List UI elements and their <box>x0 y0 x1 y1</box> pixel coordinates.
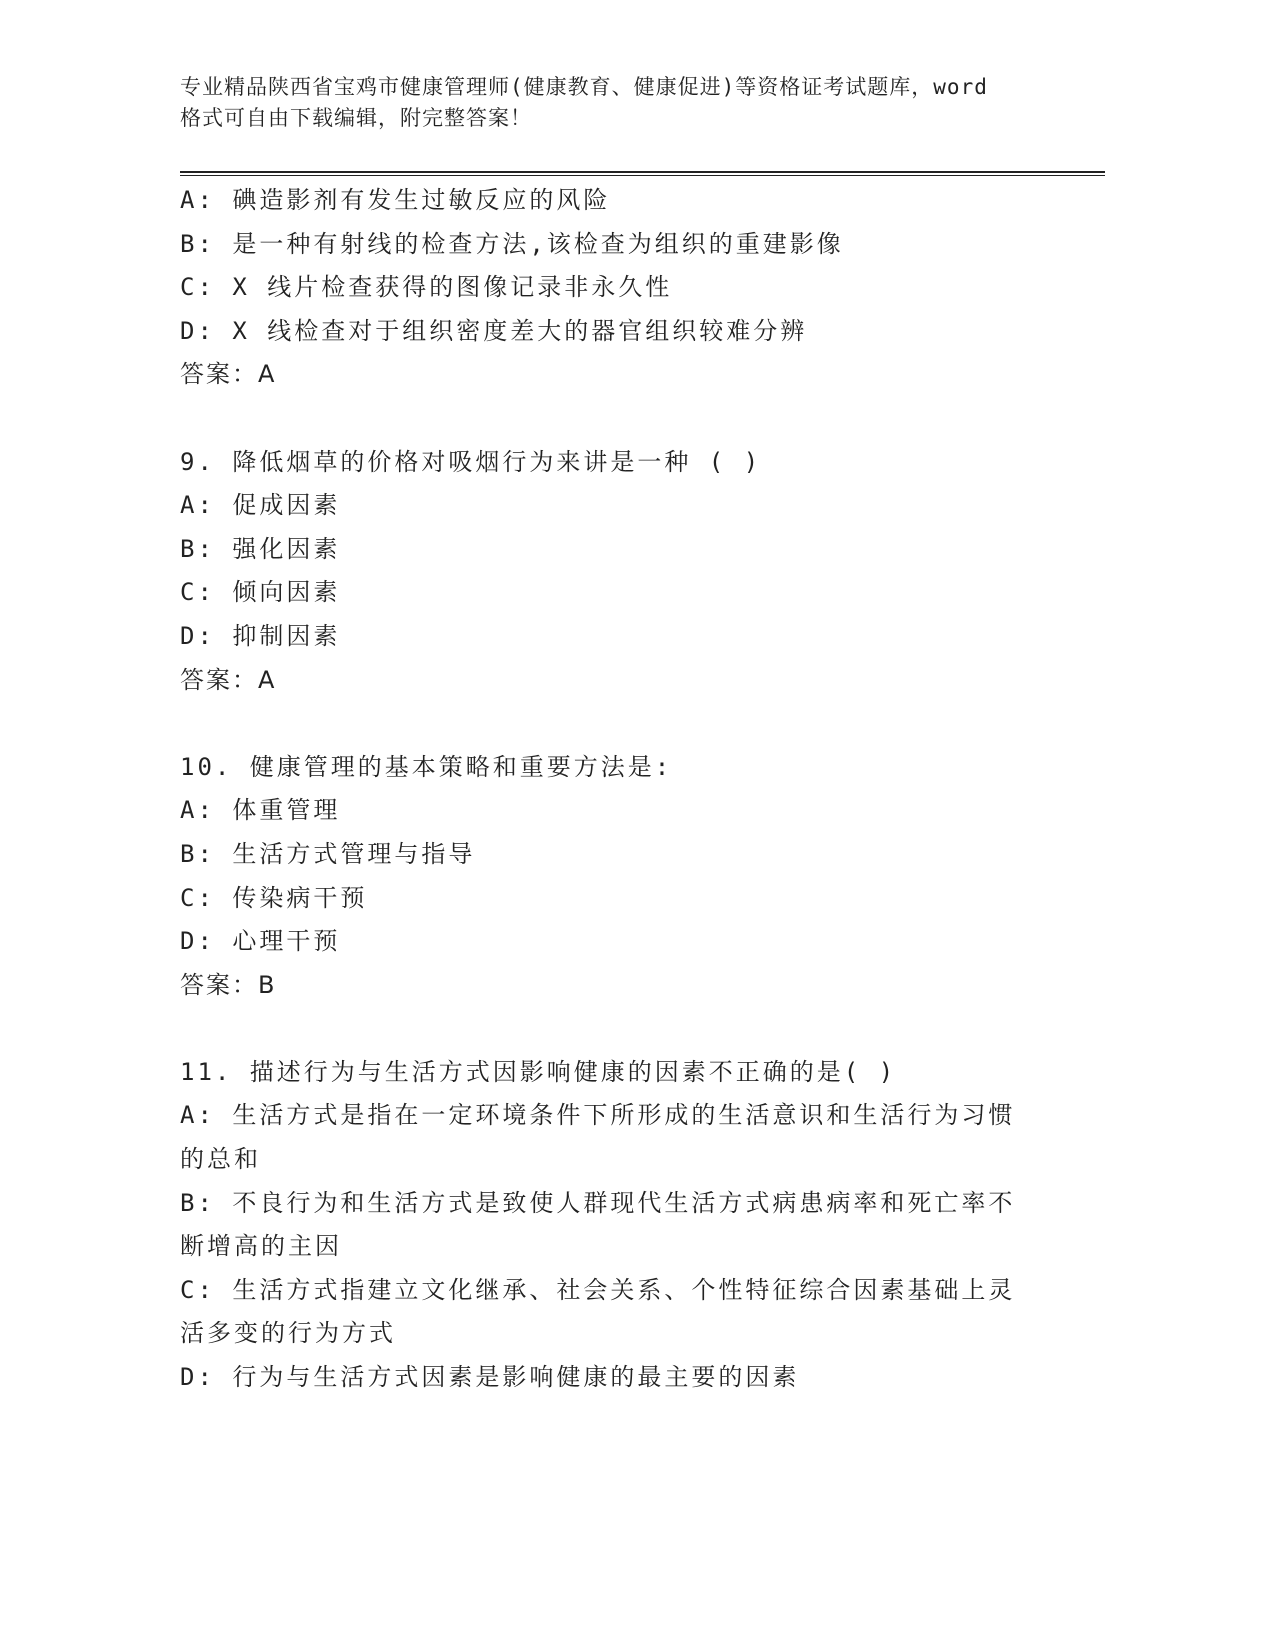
option-c: C: X 线片检查获得的图像记录非永久性 <box>180 273 673 302</box>
option-b: B: 生活方式管理与指导 <box>180 839 476 868</box>
option-b: B: 是一种有射线的检查方法,该检查为组织的重建影像 <box>180 229 844 258</box>
question-11 <box>180 1051 1040 1400</box>
option-d: D: 抑制因素 <box>180 621 341 650</box>
option-a: A: 生活方式是指在一定环境条件下所形成的生活意识和生活行为习惯的总和 <box>180 1101 1016 1174</box>
option-d: D: X 线检查对于组织密度差大的器官组织较难分辨 <box>180 316 808 345</box>
option-d: D: 心理干预 <box>180 927 341 956</box>
option-a: A: 体重管理 <box>180 796 341 825</box>
question-10 <box>180 746 1040 1008</box>
option-a: A: 促成因素 <box>180 491 341 520</box>
answer: 答案：A <box>180 360 277 389</box>
document-body <box>180 179 1040 1400</box>
question-text: 10. 健康管理的基本策略和重要方法是: <box>180 752 673 781</box>
option-b: B: 强化因素 <box>180 534 341 563</box>
option-d: D: 行为与生活方式因素是影响健康的最主要的因素 <box>180 1363 800 1392</box>
document-header <box>180 72 1060 134</box>
option-a: A: 碘造影剂有发生过敏反应的风险 <box>180 186 611 214</box>
header-line-1: 专业精品陕西省宝鸡市健康管理师(健康教育、健康促进)等资格证考试题库，word <box>180 75 988 99</box>
option-c: C: 倾向因素 <box>180 578 341 607</box>
question-text: 11. 描述行为与生活方式因影响健康的因素不正确的是( ) <box>180 1057 897 1086</box>
header-line-2: 格式可自由下载编辑，附完整答案！ <box>180 106 532 130</box>
header-rule-bottom <box>180 175 1105 176</box>
answer: 答案：B <box>180 970 277 999</box>
header-rule-top <box>180 171 1105 173</box>
option-c: C: 传染病干预 <box>180 883 368 912</box>
question-9 <box>180 441 1040 703</box>
option-b: B: 不良行为和生活方式是致使人群现代生活方式病患病率和死亡率不断增高的主因 <box>180 1188 1016 1261</box>
answer: 答案：A <box>180 665 277 694</box>
option-c: C: 生活方式指建立文化继承、社会关系、个性特征综合因素基础上灵活多变的行为方式 <box>180 1275 1016 1348</box>
question-8 <box>180 179 1040 397</box>
question-text: 9. 降低烟草的价格对吸烟行为来讲是一种 ( ) <box>180 447 762 476</box>
